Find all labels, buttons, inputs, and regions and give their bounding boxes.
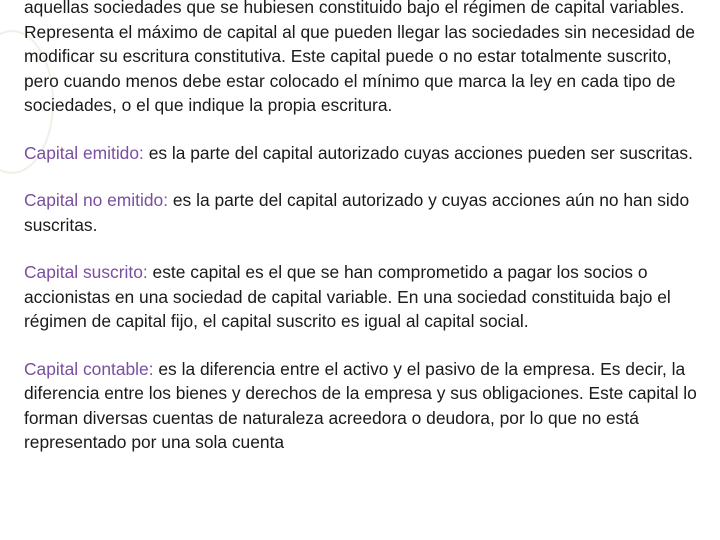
definition-capital-emitido <box>24 141 704 166</box>
definition-text: es la parte del capital autorizado cuyas acciones pueden ser suscritas. <box>143 142 693 163</box>
definition-capital-suscrito <box>24 260 704 334</box>
definition-term: Capital contable: <box>24 358 154 379</box>
definition-capital-no-emitido <box>24 188 704 237</box>
definition-term: Capital emitido: <box>24 142 144 163</box>
definition-term: Capital suscrito: <box>24 262 148 282</box>
definition-term: Capital no emitido: <box>24 190 169 210</box>
definition-capital-contable <box>24 357 704 455</box>
intro-paragraph: aquellas sociedades que se hubiesen constituido bajo el régimen de capital variables. Representa el máximo de capital al que pueden llegar las sociedades sin necesidad de modificar su escritura constitutiva. Este capital puede o no estar totalmente suscrito, pero cuando menos debe estar colocado el mínimo que marca la ley en cada tipo de sociedades, o el que indique la propia escritura. <box>24 0 695 115</box>
definition-text: es la parte del capital autorizado y cuyas acciones aún no han sido suscritas. <box>24 190 690 235</box>
definition-text: es la diferencia entre el activo y el pasivo de la empresa. Es decir, la diferencia entre los bienes y derechos de la empresa y sus obligaciones. Este capital lo forman diversas cuentas de naturaleza acreedora o deudora, por lo que no está representado por una sola cuenta <box>24 358 697 452</box>
definition-text: este capital es el que se han comprometido a pagar los socios o accionistas en una sociedad de capital variable. En una sociedad constituida bajo el régimen de capital fijo, el capital suscrito es igual al capital social. <box>24 262 671 331</box>
slide-content <box>24 0 704 478</box>
